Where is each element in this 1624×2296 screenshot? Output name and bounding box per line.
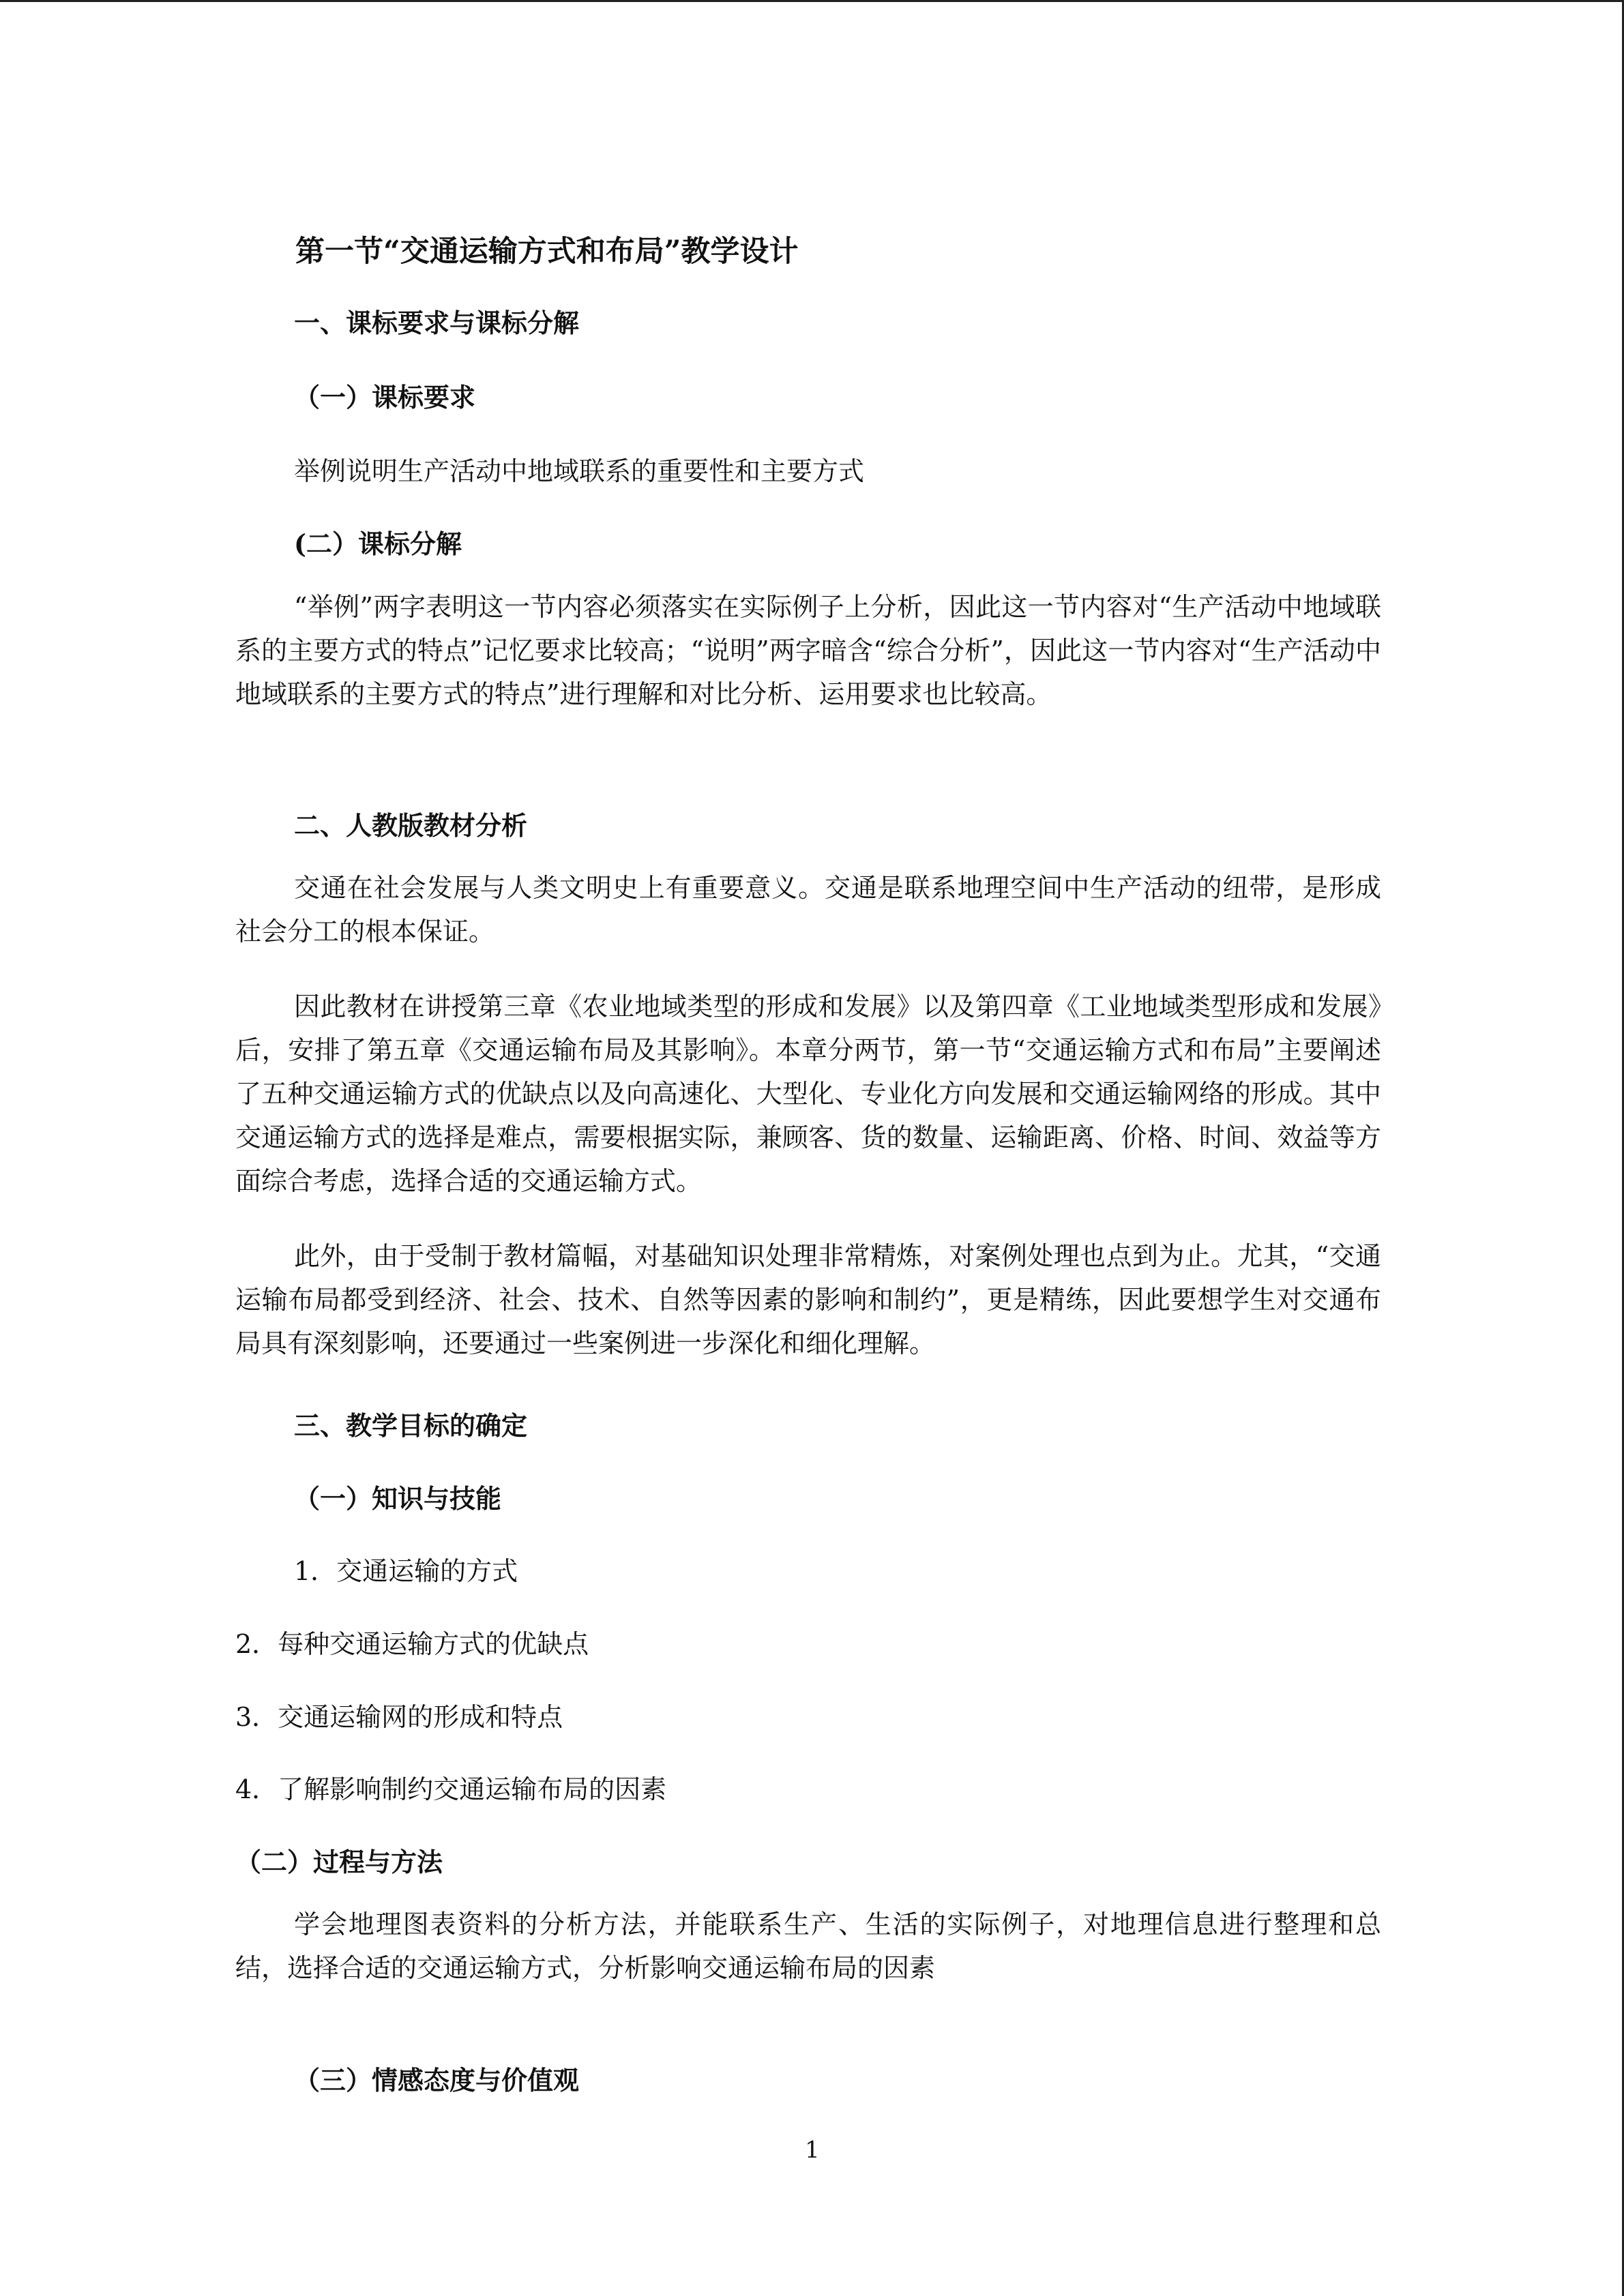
section-3-sub-3: （三）情感态度与价值观 [294, 2065, 580, 2096]
page-number: 1 [805, 2136, 820, 2164]
list-item: 4．了解影响制约交通运输布局的因素 [235, 1774, 667, 1804]
list-item: 1．交通运输的方式 [294, 1556, 518, 1586]
document-title: 第一节“交通运输方式和布局”教学设计 [295, 235, 799, 269]
section-1-sub-2-text: “举例”两字表明这一节内容必须落实在实际例子上分析，因此这一节内容对“生产活动中地域联系的主要方式的特点”记忆要求比较高；“说明”两字暗含“综合分析”，因此这一节内容对“生产活动中地域联系的主要方式的特点”进行理解和对比分析、运用要求也比较高。 [235, 592, 1381, 709]
section-3-sub-2: （二）过程与方法 [235, 1847, 443, 1877]
section-2-heading: 二、人教版教材分析 [294, 810, 528, 841]
list-item: 3．交通运输网的形成和特点 [235, 1702, 563, 1732]
section-1-sub-1-text: 举例说明生产活动中地域联系的重要性和主要方式 [294, 456, 865, 486]
section-3-sub-1: （一）知识与技能 [294, 1483, 502, 1514]
page-border-top [0, 0, 1624, 2]
section-2-paragraph-3: 此外，由于受制于教材篇幅，对基础知识处理非常精炼，对案例处理也点到为止。尤其，“交通运输布局都受到经济、社会、技术、自然等因素的影响和制约”，更是精练，因此要想学生对交通布局具有深刻影响，还要通过一些案例进一步深化和细化理解。 [235, 1241, 1381, 1358]
section-1-heading: 一、课标要求与课标分解 [294, 308, 580, 338]
section-2-paragraph-1: 交通在社会发展与人类文明史上有重要意义。交通是联系地理空间中生产活动的纽带，是形成社会分工的根本保证。 [235, 873, 1381, 946]
list-item: 2．每种交通运输方式的优缺点 [235, 1629, 589, 1659]
section-1-sub-1: （一）课标要求 [294, 382, 476, 413]
section-2-paragraph-2: 因此教材在讲授第三章《农业地域类型的形成和发展》以及第四章《工业地域类型形成和发展》后，安排了第五章《交通运输布局及其影响》。本章分两节，第一节“交通运输方式和布局”主要阐述了五种交通运输方式的优缺点以及向高速化、大型化、专业化方向发展和交通运输网络的形成。其中交通运输方式的选择是难点，需要根据实际，兼顾客、货的数量、运输距离、价格、时间、效益等方面综合考虑，选择合适的交通运输方式。 [235, 992, 1381, 1196]
section-1-sub-2: (二）课标分解 [294, 528, 462, 559]
section-3-heading: 三、教学目标的确定 [294, 1410, 528, 1441]
section-3-sub-2-text: 学会地理图表资料的分析方法，并能联系生产、生活的实际例子，对地理信息进行整理和总结，选择合适的交通运输方式，分析影响交通运输布局的因素 [235, 1909, 1381, 1983]
